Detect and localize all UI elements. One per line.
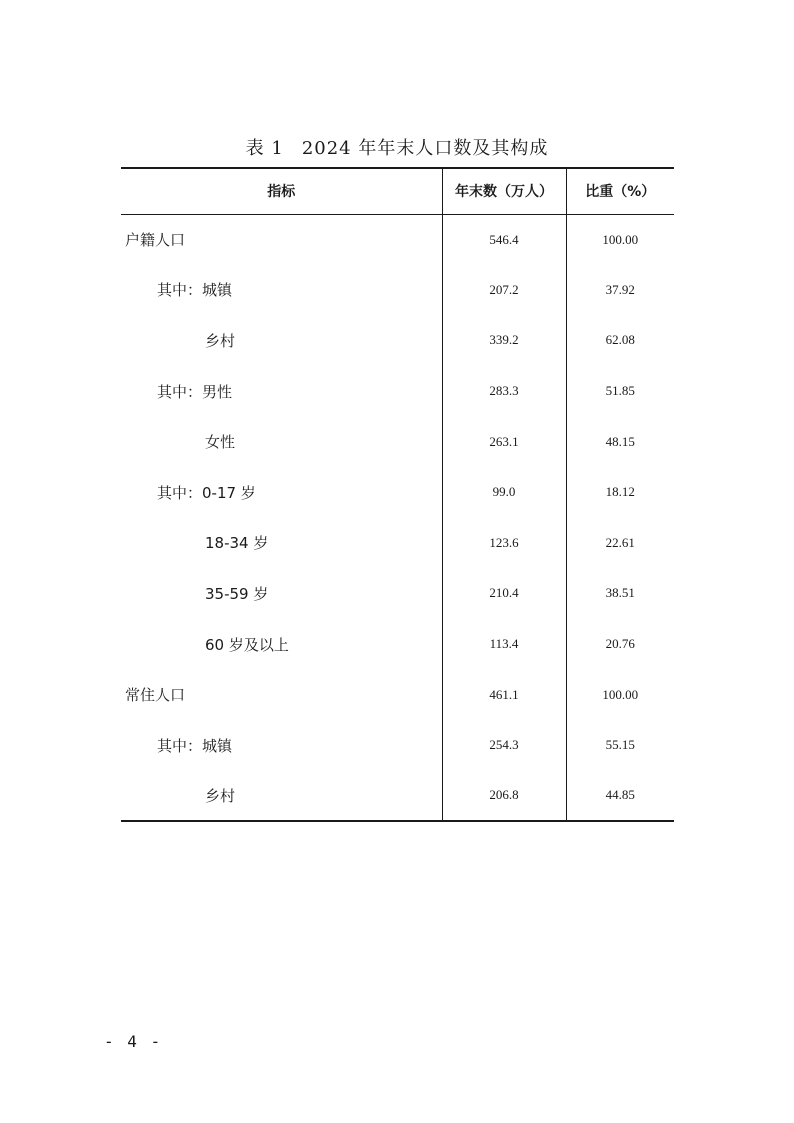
- row-count: 283.3: [442, 366, 566, 417]
- header-share: 比重（%）: [566, 168, 674, 214]
- row-label: 乡村: [205, 786, 236, 805]
- row-label: 其中：城镇: [157, 281, 233, 300]
- row-label: 女性: [205, 433, 236, 452]
- table-row: [121, 518, 674, 569]
- page-number: - 4 -: [104, 1032, 163, 1051]
- row-count: 254.3: [442, 720, 566, 771]
- row-count: 461.1: [442, 669, 566, 720]
- row-label-cell: [121, 265, 442, 316]
- table-row: [121, 366, 674, 417]
- row-count: 206.8: [442, 771, 566, 822]
- row-label-cell: [121, 669, 442, 720]
- row-label: 乡村: [205, 331, 236, 350]
- row-label-cell: [121, 619, 442, 670]
- table-title-text: 2024 年年末人口数及其构成: [301, 138, 549, 159]
- row-label: 户籍人口: [125, 231, 186, 250]
- row-label: 60 岁及以上: [205, 635, 289, 654]
- row-label: 其中：0-17 岁: [157, 483, 256, 502]
- row-count: 339.2: [442, 315, 566, 366]
- row-label: 其中：城镇: [157, 736, 233, 755]
- row-share: 100.00: [602, 686, 639, 702]
- row-share: 55.15: [605, 737, 635, 753]
- row-share: 18.12: [605, 484, 635, 500]
- row-count: 210.4: [442, 568, 566, 619]
- row-label-cell: [121, 214, 442, 265]
- row-label: 35-59 岁: [205, 584, 269, 603]
- table-row: [121, 619, 674, 670]
- header-metric: 指标: [121, 168, 442, 214]
- row-label: 18-34 岁: [205, 534, 269, 553]
- row-share: 100.00: [602, 231, 639, 247]
- table-row: [121, 720, 674, 771]
- row-label-cell: [121, 416, 442, 467]
- row-count: 263.1: [442, 416, 566, 467]
- row-label-cell: [121, 568, 442, 619]
- row-share: 38.51: [605, 585, 635, 601]
- row-label-cell: [121, 467, 442, 518]
- row-count: 207.2: [442, 265, 566, 316]
- row-share: 22.61: [605, 534, 635, 550]
- header-count: 年末数（万人）: [442, 168, 566, 214]
- row-share: 51.85: [605, 383, 635, 399]
- row-label: 其中：男性: [157, 382, 233, 401]
- table-header-row: [121, 168, 674, 214]
- row-share: 20.76: [605, 636, 635, 652]
- row-label: 常住人口: [125, 686, 186, 705]
- row-label-cell: [121, 366, 442, 417]
- table-number: 表 1: [245, 138, 284, 159]
- table-row: [121, 771, 674, 822]
- table-row: [121, 265, 674, 316]
- table-row: [121, 315, 674, 366]
- table-row: [121, 467, 674, 518]
- row-share: 48.15: [605, 433, 635, 449]
- table-row: [121, 214, 674, 265]
- row-label-cell: [121, 315, 442, 366]
- row-label-cell: [121, 771, 442, 822]
- table-row: [121, 416, 674, 467]
- table-body: [121, 214, 674, 821]
- table-row: [121, 669, 674, 720]
- table-row: [121, 568, 674, 619]
- row-label-cell: [121, 518, 442, 569]
- row-count: 99.0: [442, 467, 566, 518]
- row-share: 44.85: [566, 771, 674, 822]
- row-label-cell: [121, 720, 442, 771]
- row-share: 62.08: [605, 332, 635, 348]
- population-table: [121, 167, 674, 822]
- table-title: [0, 134, 794, 160]
- row-share: 37.92: [605, 281, 635, 297]
- row-count: 123.6: [442, 518, 566, 569]
- row-count: 113.4: [442, 619, 566, 670]
- row-count: 546.4: [442, 214, 566, 265]
